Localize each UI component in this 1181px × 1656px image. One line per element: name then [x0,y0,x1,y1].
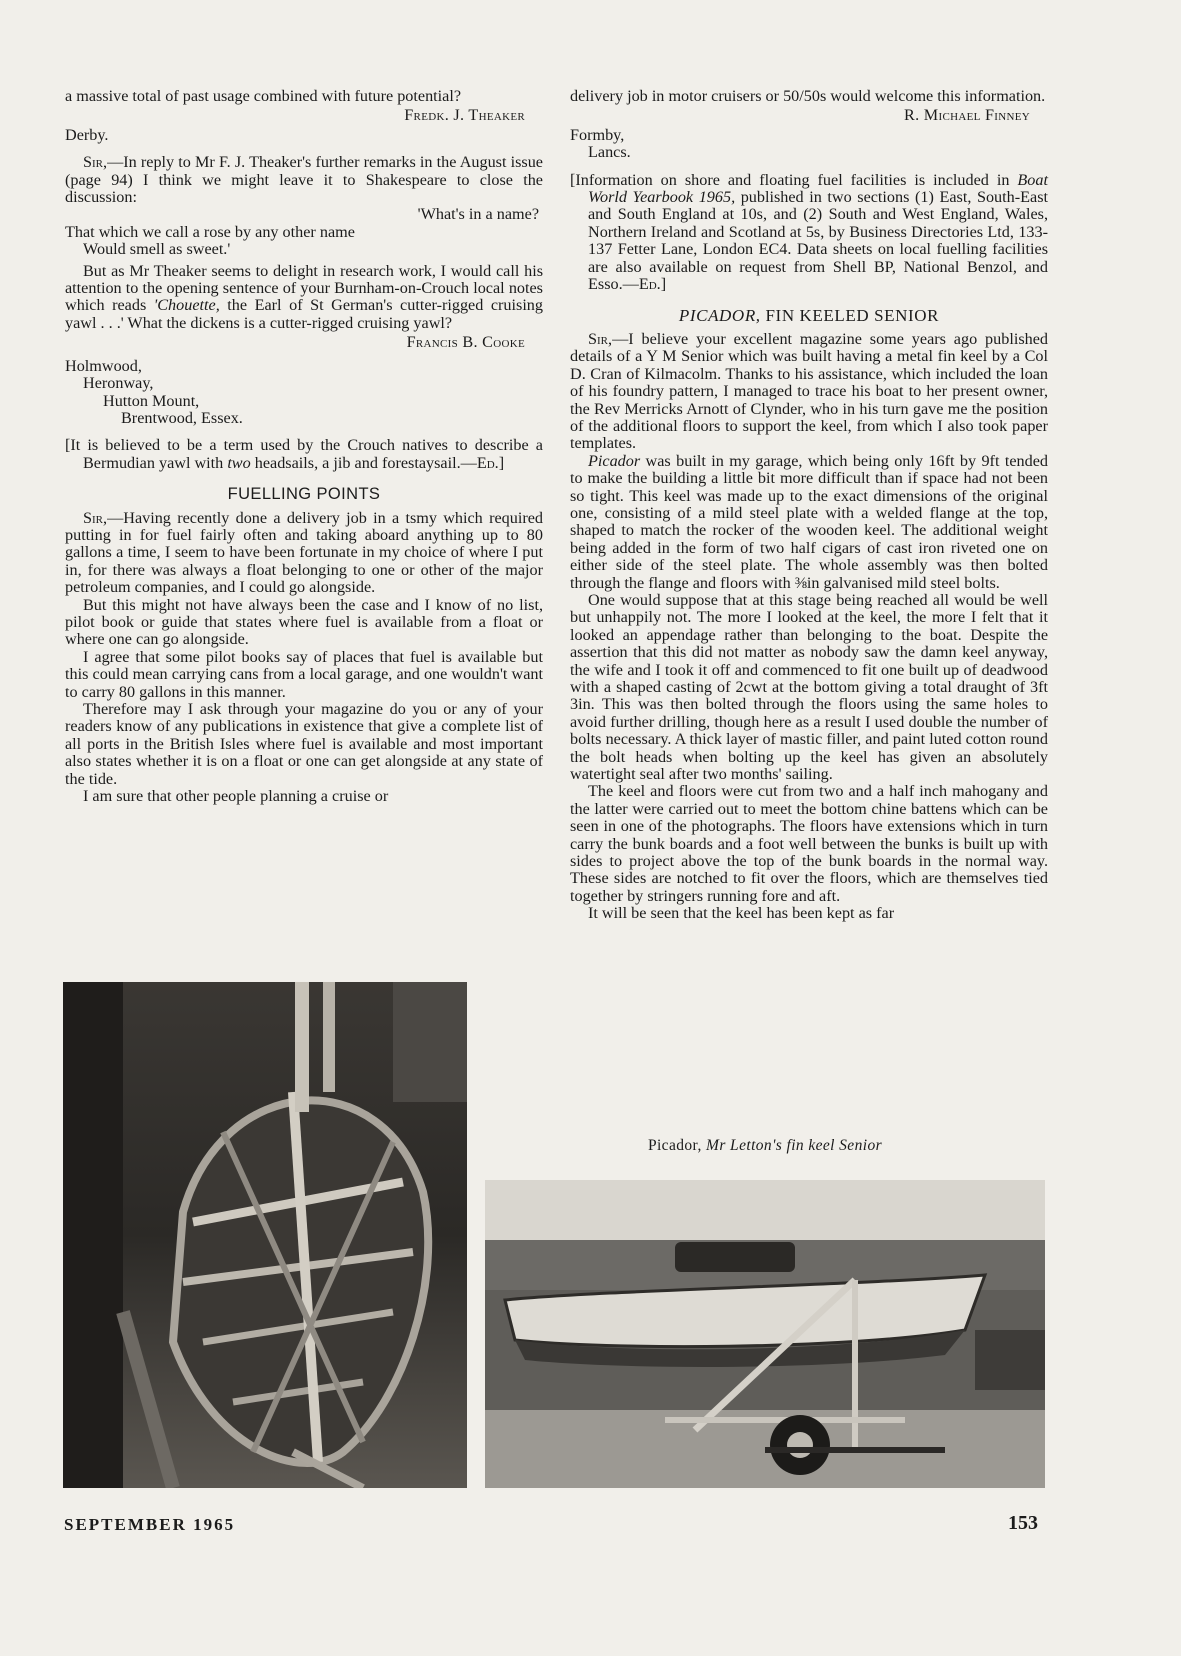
editor-note-yawl: [It is believed to be a term used by the Crouch natives to describe a Bermudian yawl with two headsails, a jib and forestaysail.—Ed.] [65,436,543,472]
heading-picador: PICADOR, FIN KEELED SENIOR [678,306,940,326]
letter-fuel-p5: I am sure that other people planning a cruise or [83,787,389,806]
signature-finney: R. Michael Finney [904,106,1030,125]
address-line: Holmwood, [65,356,142,375]
left-column [65,88,543,805]
letter-cooke-p2: But as Mr Theaker seems to delight in research work, I would call his attention to the opening sentence of your Burnham-on-Crouch local notes which reads 'Chouette, the Earl of St German's cutter-rigged cruising yawl . . .' What the dickens is a cutter-rigged cruising yawl? [65,261,543,332]
signature-cooke: Francis B. Cooke [406,333,525,352]
editor-note-fuel-info: [Information on shore and floating fuel facilities is included in Boat World Yearbook 1965, published in two sections (1) East, South-East and South England at 10s, and (2) South and West England, Wales, Northern Ireland and Scotland at 5s, by Business Directories Ltd, 133-137 Fetter Lane, London EC4. Data sheets on local fuelling facilities are also available on request from Shell BP, National Benzol, and Esso.—Ed.] [570,170,1048,294]
address-line: Lancs. [588,143,631,162]
letter-picador-p2: Picador was built in my garage, which being only 16ft by 9ft tended to make the building a little bit more difficult than if space had not been so tight. This keel was made up to the exact dimensions of the original one, consisting of a mild steel plate with a welded flange at the top, shaped to match the rocker of the wooden keel. The additional weight being added in the form of two half cigars of cast iron riveted one on either side of the steel plate. The whole assembly was then bolted through the flange and floors with ⅜in galvanised mild steel bolts. [570,451,1048,592]
right-column [570,88,1048,923]
letter-picador-p3: One would suppose that at this stage being reached all would be well but unhappily not. The more I looked at the keel, the more I felt that it looked an appendage rather than belonging to the boat. Despite the assertion that this did not matter as nobody saw the damn keel anyway, the wife and I took it off and commenced to fit one built up of deadwood with a shaped casting of 2cwt at the bottom giving a total draught of 3ft 3in. This was then bolted through the floors using the same holes to avoid further drilling, though here as a result I used double the number of bolts necessary. A thick layer of mastic filler, and paint luted cotton round the bolt heads when bolting up the keel has given an absolutely watertight seal after two months' sailing. [570,590,1048,784]
address-finney [570,127,1048,162]
place-derby: Derby. [65,125,109,144]
letter-cooke-p1: Sir,—In reply to Mr F. J. Theaker's further remarks in the August issue (page 94) I think we might leave it to Shakespeare to close the discussion: [65,153,543,207]
address-line: Brentwood, Essex. [121,408,243,427]
letter-fuel-p1: Sir,—Having recently done a delivery job in a tsmy which required putting in for fuel fairly often and taking aboard anything up to 80 gallons a time, I seem to have been fortunate in my choice of where I put in, for there was always a float belonging to one or other of the major petroleum companies, and I could go alongside. [65,508,543,597]
quote-line-1: 'What's in a name? [417,205,539,224]
quote-line-3: Would smell as sweet.' [83,240,231,259]
photo-boat-on-trailer [485,1180,1045,1488]
letter-fuel-p2: But this might not have always been the case and I know of no list, pilot book or guide that states where fuel is available from a float or where one can go alongside. [65,595,543,649]
address-line: Hutton Mount, [103,391,200,410]
letter-fuel-continued: delivery job in motor cruisers or 50/50s would welcome this information. [570,87,1046,105]
photo-hull-frame [63,982,467,1488]
address-cooke [65,358,543,428]
letter-picador-p4: The keel and floors were cut from two and a half inch mahogany and the latter were carried out to meet the bottom chine battens which can be seen in one of the photographs. The floors have extensions which in turn carry the bunk boards and a foot well between the bunks is built up with sides to project above the top of the bunk boards in the normal way. These sides are notched to fit over the floors, which are themselves tied together by stringers running fore and aft. [570,782,1048,905]
signature-theaker: Fredk. J. Theaker [404,106,525,125]
address-line: Heronway, [83,374,154,393]
letter-fuel-p4: Therefore may I ask through your magazine do you or any of your readers know of any publications in existence that give a complete list of all ports in the British Isles where fuel is available and most important also states whether it is on a float or one can get alongside at any state of the tide. [65,700,543,788]
heading-fuelling-points: FUELLING POINTS [227,485,381,504]
address-line: Formby, [570,125,625,144]
quote-line-2: That which we call a rose by any other name [65,222,355,241]
photo-caption: Picador, Mr Letton's fin keel Senior [647,1137,883,1154]
letter-picador-p1: Sir,—I believe your excellent magazine some years ago published details of a Y M Senior which was built having a metal fin keel by a Col D. Cran of Kilmacolm. Thanks to his assistance, which included the loan of his foundry pattern, I managed to trace his boat to her present owner, the Rev Merricks Arnott of Clynder, who in his turn gave me the position of the additional floors to support the keel, from which I also took paper templates. [570,329,1048,453]
letter-picador-p5: It will be seen that the keel has been kept as far [588,904,895,923]
boat-trailer-illustration [485,1180,1045,1488]
intro-text: a massive total of past usage combined with future potential? [65,87,462,105]
hull-frame-illustration [63,982,467,1488]
letter-fuel-p3: I agree that some pilot books say of places that fuel is available but this could mean carrying cans from a local garage, and one wouldn't want to carry 80 gallons in this manner. [65,647,543,701]
page-number: 153 [1008,1512,1038,1534]
issue-date: SEPTEMBER 1965 [64,1515,236,1534]
